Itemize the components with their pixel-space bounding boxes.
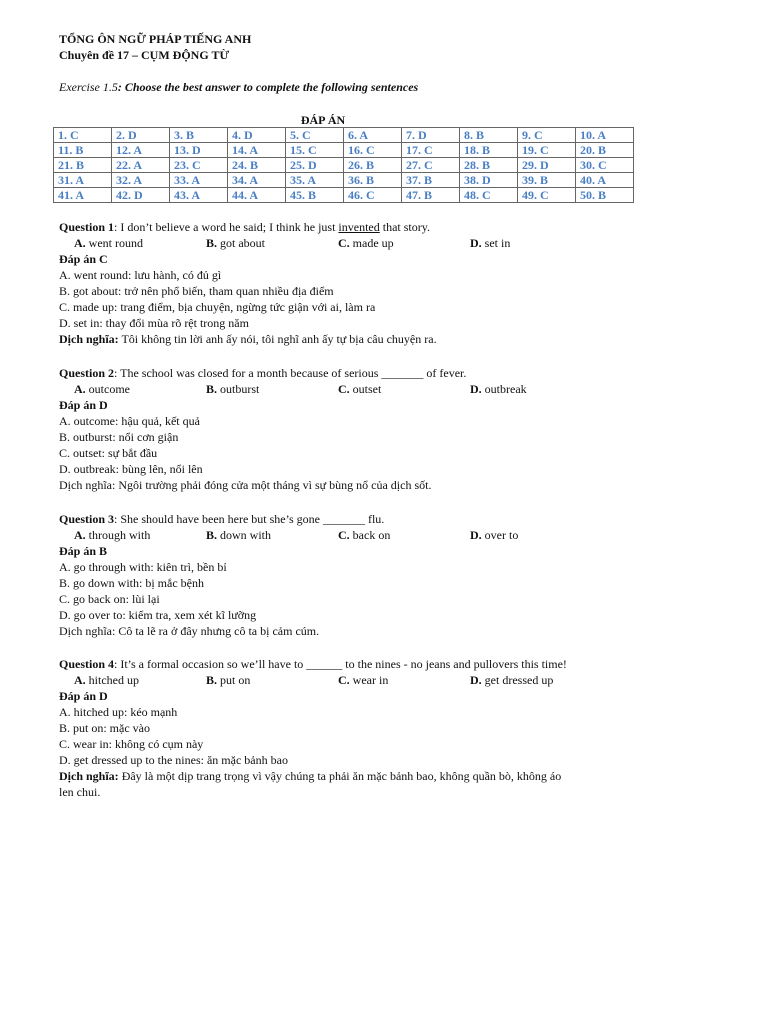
explanation-d: D. set in: thay đổi mùa rõ rệt trong năm [59,316,249,330]
answer-key-cell: 18. B [460,143,518,158]
answer-key-cell: 33. A [170,173,228,188]
answer-key-cell: 6. A [344,128,402,143]
option-d: D. outbreak [470,382,527,396]
answer-label: Đáp án D [59,398,108,412]
answer-key-cell: 3. B [170,128,228,143]
explanation-d: D. go over to: kiểm tra, xem xét kĩ lưỡng [59,608,257,622]
answer-key-cell: 40. A [576,173,634,188]
answer-key-cell: 23. C [170,158,228,173]
question-label: Question 3 [59,512,115,526]
option-d: D. over to [470,528,519,542]
answer-key-cell: 20. B [576,143,634,158]
explanation-a: A. go through with: kiên trì, bền bỉ [59,560,227,574]
answer-key-cell: 21. B [54,158,112,173]
document-title: TỔNG ÔN NGỮ PHÁP TIẾNG ANH [59,32,252,46]
explanation-b: B. got about: trở nên phổ biến, tham quan nhiều địa điểm [59,284,334,298]
translation: Dịch nghĩa: Đây là một dịp trang trọng vì vậy chúng ta phải ăn mặc bảnh bao, không quần bò, không áo [59,769,562,783]
answer-key-cell: 5. C [286,128,344,143]
answer-key-cell: 27. C [402,158,460,173]
answer-key-cell: 50. B [576,188,634,203]
explanation-a: A. outcome: hậu quả, kết quả [59,414,200,428]
option-d: D. set in [470,236,511,250]
explanation-c: C. go back on: lùi lại [59,592,160,606]
option-b: B. put on [206,673,251,687]
explanation-b: B. put on: mặc vào [59,721,150,735]
explanation-b: B. outburst: nổi cơn giận [59,430,179,444]
answer-key-cell: 42. D [112,188,170,203]
answer-key-cell: 46. C [344,188,402,203]
answer-key-cell: 14. A [228,143,286,158]
explanation-d: D. get dressed up to the nines: ăn mặc bảnh bao [59,753,288,767]
answer-key-cell: 17. C [402,143,460,158]
answer-key-cell: 49. C [518,188,576,203]
answer-key-cell: 19. C [518,143,576,158]
answer-key-cell: 10. A [576,128,634,143]
question-1-block [59,219,619,347]
explanation-d: D. outbreak: bùng lên, nổi lên [59,462,203,476]
answer-key-row [54,173,634,188]
answer-key-cell: 38. D [460,173,518,188]
answer-key-row [54,158,634,173]
option-c: C. made up [338,236,394,250]
answer-key-cell: 16. C [344,143,402,158]
answer-key-cell: 35. A [286,173,344,188]
explanation-b: B. go down with: bị mắc bệnh [59,576,204,590]
question-3-stem: Question 3: She should have been here but she’s gone _______ flu. [59,512,385,526]
answer-key-title: ĐÁP ÁN [300,113,346,127]
question-4-options [59,672,619,688]
question-2-block [59,365,619,493]
answer-key-cell: 7. D [402,128,460,143]
answer-label: Đáp án C [59,252,108,266]
underlined-word: invented [338,220,380,234]
question-4-stem: Question 4: It’s a formal occasion so we’ll have to ______ to the nines - no jeans and pullovers this time! [59,657,567,671]
document-header [59,31,619,95]
answer-key-cell: 37. B [402,173,460,188]
answer-key-cell: 44. A [228,188,286,203]
answer-key-row [54,188,634,203]
explanation-c: C. made up: trang điểm, bịa chuyện, ngừng tức giận với ai, làm ra [59,300,376,314]
exercise-instruction: : Choose the best answer to complete the following sentences [117,80,419,94]
option-a: A. went round [74,236,143,250]
question-4-block [59,656,619,800]
answer-key-cell: 12. A [112,143,170,158]
answer-key-cell: 13. D [170,143,228,158]
option-a: A. hitched up [74,673,139,687]
answer-key-cell: 34. A [228,173,286,188]
answer-key-cell: 22. A [112,158,170,173]
option-b: B. outburst [206,382,260,396]
answer-label: Đáp án D [59,689,108,703]
question-1-stem: Question 1: I don’t believe a word he said; I think he just invented that story. [59,220,430,234]
answer-key-cell: 4. D [228,128,286,143]
explanation-c: C. outset: sự bắt đầu [59,446,158,460]
answer-key-cell: 26. B [344,158,402,173]
explanation-a: A. hitched up: kéo mạnh [59,705,178,719]
answer-key-cell: 39. B [518,173,576,188]
answer-key-cell: 29. D [518,158,576,173]
question-1-options [59,235,619,251]
answer-key-cell: 36. B [344,173,402,188]
answer-key-cell: 24. B [228,158,286,173]
answer-key-cell: 43. A [170,188,228,203]
answer-key-cell: 1. C [54,128,112,143]
answer-key-cell: 15. C [286,143,344,158]
translation: Dịch nghĩa: Cô ta lẽ ra ở đây nhưng cô ta bị cảm cúm. [59,624,320,638]
answer-key-table [53,127,634,203]
option-c: C. wear in [338,673,389,687]
option-a: A. outcome [74,382,130,396]
question-2-stem: Question 2: The school was closed for a month because of serious _______ of fever. [59,366,467,380]
answer-key-cell: 28. B [460,158,518,173]
answer-key-cell: 8. B [460,128,518,143]
translation-continued: len chui. [59,785,101,799]
answer-key-cell: 2. D [112,128,170,143]
option-b: B. got about [206,236,266,250]
document-subtitle: Chuyên đề 17 – CỤM ĐỘNG TỪ [59,48,230,62]
question-label: Question 4 [59,657,115,671]
answer-key-cell: 25. D [286,158,344,173]
exercise-label: Exercise 1.5 [59,80,118,94]
translation: Dịch nghĩa: Tôi không tin lời anh ấy nói, tôi nghĩ anh ấy tự bịa câu chuyện ra. [59,332,437,346]
answer-key-cell: 32. A [112,173,170,188]
answer-key-cell: 11. B [54,143,112,158]
answer-key-cell: 30. C [576,158,634,173]
option-c: C. back on [338,528,391,542]
translation: Dịch nghĩa: Ngôi trường phải đóng cửa một tháng vì sự bùng nổ của dịch sốt. [59,478,432,492]
answer-key-cell: 47. B [402,188,460,203]
option-a: A. through with [74,528,151,542]
answer-key-cell: 48. C [460,188,518,203]
question-label: Question 2 [59,366,115,380]
option-d: D. get dressed up [470,673,554,687]
question-3-options [59,527,619,543]
answer-key-cell: 31. A [54,173,112,188]
explanation-a: A. went round: lưu hành, có đủ gì [59,268,222,282]
answer-key-cell: 9. C [518,128,576,143]
answer-key-cell: 45. B [286,188,344,203]
answer-key-row [54,143,634,158]
option-b: B. down with [206,528,272,542]
exercise-heading [59,79,619,95]
answer-label: Đáp án B [59,544,108,558]
question-2-options [59,381,619,397]
answer-key-cell: 41. A [54,188,112,203]
option-c: C. outset [338,382,382,396]
answer-key-row [54,128,634,143]
question-label: Question 1 [59,220,115,234]
question-3-block [59,511,619,639]
explanation-c: C. wear in: không có cụm này [59,737,204,751]
